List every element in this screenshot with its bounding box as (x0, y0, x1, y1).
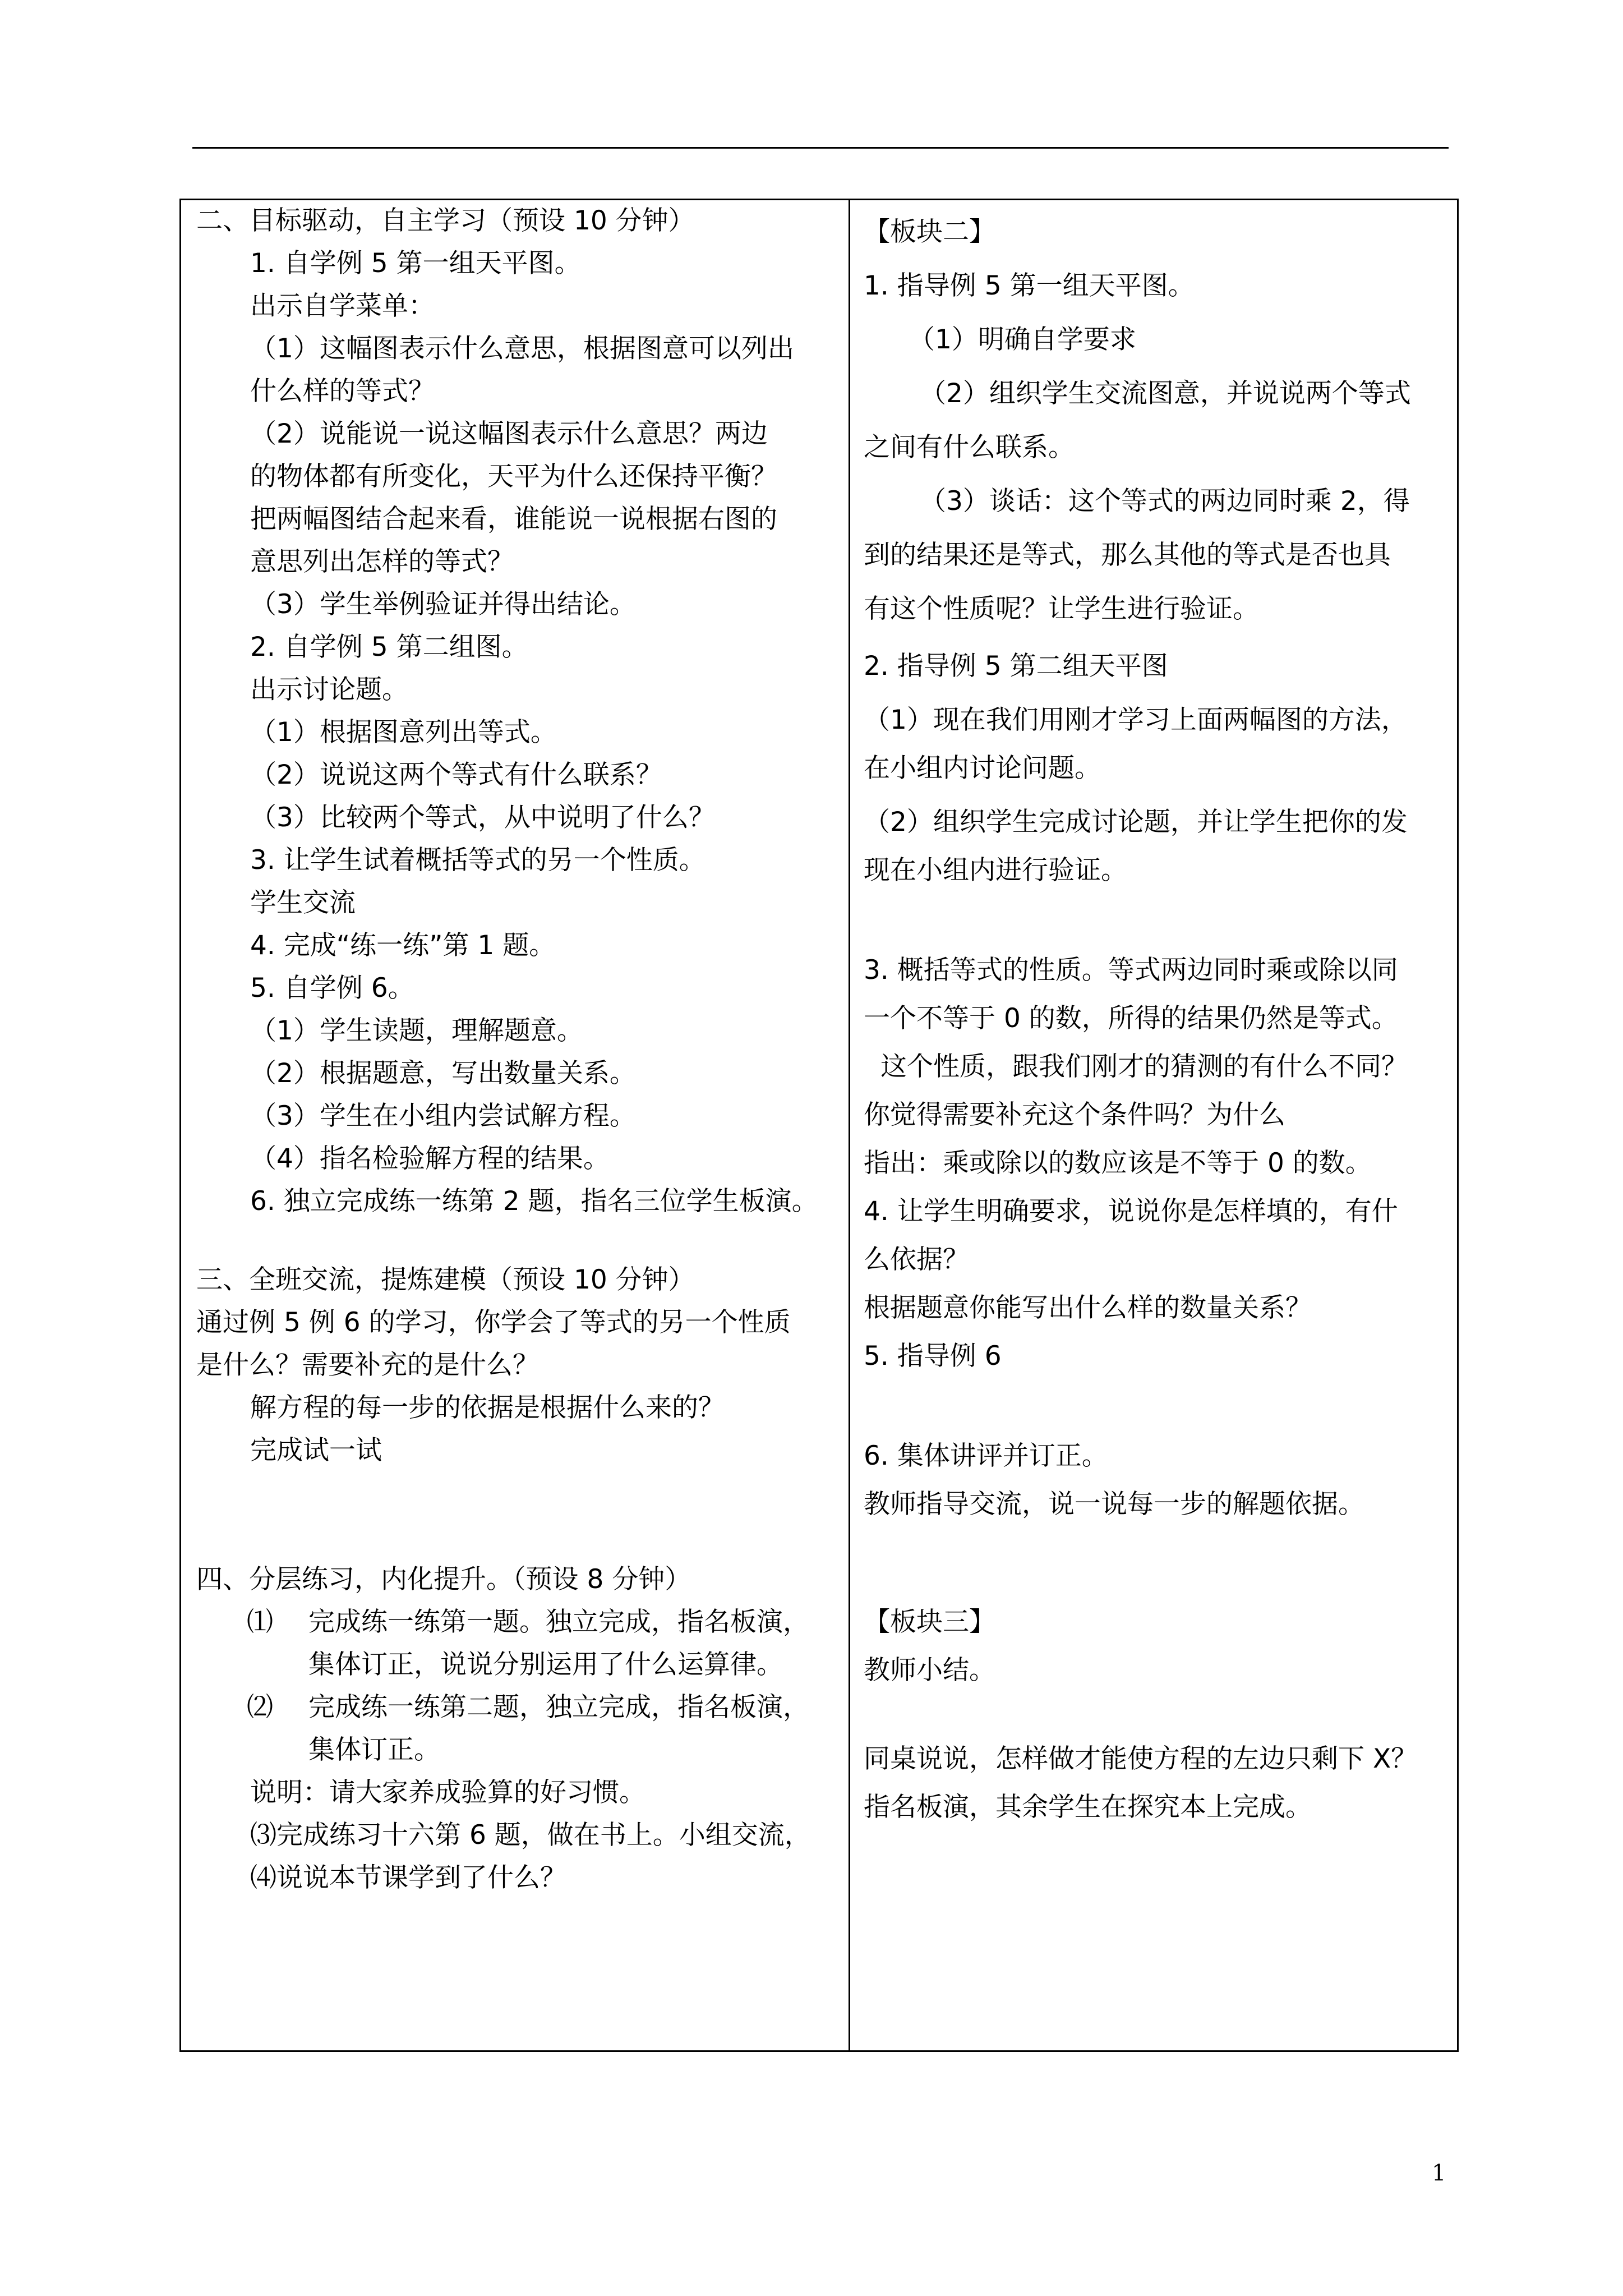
left-line: 6. 独立完成练一练第 2 题，指名三位学生板演。 (250, 1186, 818, 1217)
left-line: 通过例 5 例 6 的学习，你学会了等式的另一个性质 (196, 1307, 791, 1338)
right-line: 现在小组内进行验证。 (864, 855, 1127, 886)
right-line: 在小组内讨论问题。 (864, 753, 1101, 784)
left-line: 三、全班交流，提炼建模（预设 10 分钟） (196, 1264, 695, 1295)
left-line: 解方程的每一步的依据是根据什么来的？ (250, 1392, 725, 1423)
right-line: （1）现在我们用刚才学习上面两幅图的方法， (864, 705, 1408, 735)
left-line: 4. 完成“练一练”第 1 题。 (250, 930, 556, 961)
right-line: 一个不等于 0 的数，所得的结果仍然是等式。 (864, 1003, 1398, 1034)
left-line: 完成练一练第二题，独立完成，指名板演， (308, 1692, 809, 1723)
left-line: 什么样的等式？ (250, 376, 435, 407)
right-line: 1. 指导例 5 第一组天平图。 (864, 270, 1195, 301)
left-line: 集体订正。 (308, 1734, 440, 1765)
header-rule (192, 147, 1449, 149)
right-line: 6. 集体讲评并订正。 (864, 1441, 1108, 1471)
left-line: ⑶完成练习十六第 6 题，做在书上。小组交流， (250, 1820, 811, 1851)
left-line: 意思列出怎样的等式？ (250, 546, 514, 577)
left-line: 学生交流 (250, 887, 356, 918)
left-line: ⑷说说本节课学到了什么？ (250, 1862, 566, 1893)
right-line: 到的结果还是等式，那么其他的等式是否也具 (864, 540, 1391, 570)
left-line: （1）这幅图表示什么意思，根据图意可以列出 (250, 333, 794, 364)
right-line: 3. 概括等式的性质。等式两边同时乘或除以同 (864, 955, 1398, 986)
left-line: 出示自学菜单： (250, 291, 435, 321)
list-marker: ⑵ (247, 1692, 273, 1723)
left-line: 5. 自学例 6。 (250, 973, 414, 1004)
left-line: （1）学生读题，理解题意。 (250, 1015, 583, 1046)
left-line: 完成练一练第一题。独立完成，指名板演， (308, 1607, 809, 1637)
left-line: （3）学生举例验证并得出结论。 (250, 589, 636, 620)
left-line: 二、目标驱动，自主学习（预设 10 分钟） (196, 205, 695, 236)
left-line: 完成试一试 (250, 1435, 382, 1466)
right-line: 教师小结。 (864, 1655, 995, 1686)
right-line: 么依据？ (864, 1244, 969, 1275)
left-line: （2）说说这两个等式有什么联系？ (250, 760, 662, 790)
left-line: 1. 自学例 5 第一组天平图。 (250, 248, 581, 279)
right-line: （1）明确自学要求 (909, 324, 1136, 355)
left-line: （3）比较两个等式，从中说明了什么？ (250, 802, 715, 833)
right-line: 5. 指导例 6 (864, 1341, 1002, 1372)
right-line: 指出：乘或除以的数应该是不等于 0 的数。 (864, 1148, 1372, 1179)
right-line: 根据题意你能写出什么样的数量关系？ (864, 1292, 1312, 1323)
left-line: （2）说能说一说这幅图表示什么意思？两边 (250, 418, 768, 449)
right-line: （2）组织学生交流图意，并说说两个等式 (920, 378, 1411, 409)
left-line: （4）指名检验解方程的结果。 (250, 1143, 610, 1174)
right-line: 指名板演，其余学生在探究本上完成。 (864, 1792, 1312, 1823)
left-line: （2）根据题意，写出数量关系。 (250, 1058, 636, 1089)
right-line: 你觉得需要补充这个条件吗？为什么 (864, 1099, 1285, 1130)
column-divider (849, 199, 850, 2052)
right-line: 同桌说说，怎样做才能使方程的左边只剩下 X？ (864, 1743, 1418, 1774)
right-line: 这个性质，跟我们刚才的猜测的有什么不同？ (880, 1051, 1408, 1082)
left-line: 是什么？需要补充的是什么？ (196, 1350, 539, 1381)
left-line: （3）学生在小组内尝试解方程。 (250, 1101, 636, 1131)
left-line: 3. 让学生试着概括等式的另一个性质。 (250, 845, 706, 876)
section-heading: 【板块二】 (864, 217, 995, 247)
left-line: 四、分层练习，内化提升。（预设 8 分钟） (196, 1564, 691, 1595)
right-line: 教师指导交流，说一说每一步的解题依据。 (864, 1489, 1364, 1520)
right-line: 2. 指导例 5 第二组天平图 (864, 651, 1168, 682)
left-line: 出示讨论题。 (250, 674, 408, 705)
right-line: 有这个性质呢？让学生进行验证。 (864, 593, 1259, 624)
list-marker: ⑴ (247, 1607, 273, 1637)
right-line: （2）组织学生完成讨论题，并让学生把你的发 (864, 807, 1408, 838)
right-line: 之间有什么联系。 (864, 432, 1075, 463)
right-line: （3）谈话：这个等式的两边同时乘 2，得 (920, 486, 1410, 517)
left-line: 集体订正，说说分别运用了什么运算律。 (308, 1649, 783, 1680)
left-line: （1）根据图意列出等式。 (250, 717, 557, 748)
left-line: 2. 自学例 5 第二组图。 (250, 632, 528, 662)
left-line: 的物体都有所变化，天平为什么还保持平衡？ (250, 461, 777, 492)
left-line: 把两幅图结合起来看，谁能说一说根据右图的 (250, 504, 777, 535)
page-number: 1 (1432, 2160, 1446, 2186)
section-heading: 【板块三】 (864, 1607, 995, 1637)
left-line: 说明：请大家养成验算的好习惯。 (250, 1777, 645, 1808)
right-line: 4. 让学生明确要求，说说你是怎样填的，有什 (864, 1196, 1398, 1227)
